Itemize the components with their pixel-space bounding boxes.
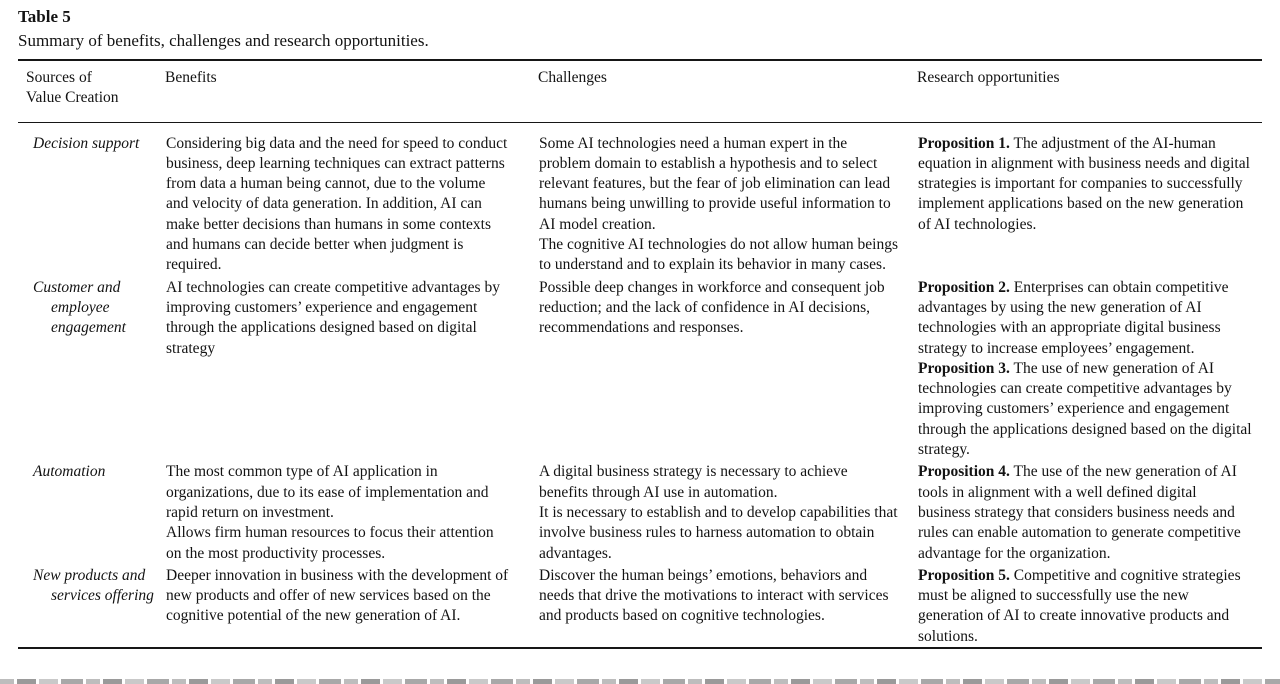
benefit-paragraph: Deeper innovation in business with the development of new products and offer of new services based on the cognitive potential of the new generation of AI. <box>166 566 509 625</box>
research-cell <box>917 564 1262 648</box>
proposition <box>918 278 1252 359</box>
benefits-cell <box>165 460 538 563</box>
research-cell <box>917 122 1262 276</box>
proposition-text: Competitive and cognitive strategies must be aligned to successfully use the new generation of AI to create innovative products and solutions. <box>918 566 1241 645</box>
source-label: New products and services offering <box>33 566 154 605</box>
table-number: Table 5 <box>18 7 71 26</box>
column-header-challenges: Challenges <box>538 60 917 122</box>
challenge-paragraph: Discover the human beings’ emotions, behaviors and needs that drive the motivations to interact with services and products based on cognitive technologies. <box>539 566 889 625</box>
table-row-new-products-services <box>18 564 1262 648</box>
proposition-lead: Proposition 3. <box>918 359 1010 377</box>
proposition-lead: Proposition 1. <box>918 134 1010 152</box>
proposition-text: The use of new generation of AI technologies can create competitive advantages by improving customers’ experience and engagement through the applications designed based on the digital strategy. <box>918 359 1252 459</box>
source-label: Customer and employee engagement <box>33 278 126 337</box>
proposition <box>918 462 1252 563</box>
source-cell <box>18 564 165 648</box>
header-row <box>18 60 1262 122</box>
source-label: Decision support <box>33 134 140 152</box>
table-row-decision-support <box>18 122 1262 276</box>
benefit-paragraph: AI technologies can create competitive advantages by improving customers’ experience and engagement through the applications designed based on digital strategy <box>166 278 500 357</box>
column-header-benefits: Benefits <box>165 60 538 122</box>
challenge-paragraph: Possible deep changes in workforce and consequent job reduction; and the lack of confidence in AI decisions, recommendations and responses. <box>539 278 885 337</box>
column-header-research: Research opportunities <box>917 60 1262 122</box>
proposition <box>918 134 1252 235</box>
research-cell <box>917 276 1262 461</box>
benefits-cell <box>165 122 538 276</box>
proposition-lead: Proposition 4. <box>918 463 1010 481</box>
challenge-paragraph: Some AI technologies need a human expert in the problem domain to establish a hypothesis and to select relevant features, but the fear of job elimination can lead humans being unwilling to provide useful information to AI model creation. <box>539 134 891 233</box>
benefit-paragraph: The most common type of AI application in organizations, due to its ease of implementation and rapid return on investment. <box>166 463 489 521</box>
source-cell <box>18 276 165 461</box>
challenge-paragraph: It is necessary to establish and to develop capabilities that involve business rules to harness automation to obtain advantages. <box>539 503 898 562</box>
benefits-cell <box>165 276 538 461</box>
challenges-cell <box>538 564 917 648</box>
column-header-sources: Sources of Value Creation <box>18 60 165 122</box>
benefit-paragraph: Considering big data and the need for speed to conduct business, deep learning techniques can extract patterns from data a human being cannot, due to the volume and velocity of data generation. In addition, AI can make better decisions than humans in some contexts and humans can decide better when judgment is required. <box>166 134 508 274</box>
benefits-cell <box>165 564 538 648</box>
challenges-cell <box>538 122 917 276</box>
table-row-customer-employee-engagement <box>18 276 1262 461</box>
summary-table <box>18 59 1262 649</box>
table-title: Summary of benefits, challenges and research opportunities. <box>18 31 429 50</box>
source-cell <box>18 122 165 276</box>
cutoff-text-band <box>0 679 1280 684</box>
proposition-text: Enterprises can obtain competitive advantages by using the new generation of AI technologies with an appropriate digital business strategy to increase employees’ engagement. <box>918 278 1229 357</box>
proposition-lead: Proposition 2. <box>918 278 1010 296</box>
challenge-paragraph: The cognitive AI technologies do not allow human beings to understand and to explain its behavior in many cases. <box>539 236 899 274</box>
benefit-paragraph: Allows firm human resources to focus their attention on the most productivity processes. <box>166 524 494 562</box>
proposition-text: The adjustment of the AI-human equation in alignment with business needs and digital strategies is important for companies to successfully implement applications based on the new generation of AI technologies. <box>918 134 1250 233</box>
challenges-cell <box>538 276 917 461</box>
source-cell <box>18 460 165 563</box>
proposition-text: The use of the new generation of AI tools in alignment with a well defined digital business strategy that considers business needs and rules can enable automation to generate competitive advantage for the organization. <box>918 463 1241 562</box>
proposition <box>918 359 1252 460</box>
table-caption <box>18 5 1262 53</box>
research-cell <box>917 460 1262 563</box>
source-label: Automation <box>33 463 106 481</box>
challenges-cell <box>538 460 917 563</box>
proposition-lead: Proposition 5. <box>918 566 1010 584</box>
table-row-automation <box>18 460 1262 563</box>
proposition <box>918 566 1252 647</box>
challenge-paragraph: A digital business strategy is necessary to achieve benefits through AI use in automation. <box>539 463 848 501</box>
